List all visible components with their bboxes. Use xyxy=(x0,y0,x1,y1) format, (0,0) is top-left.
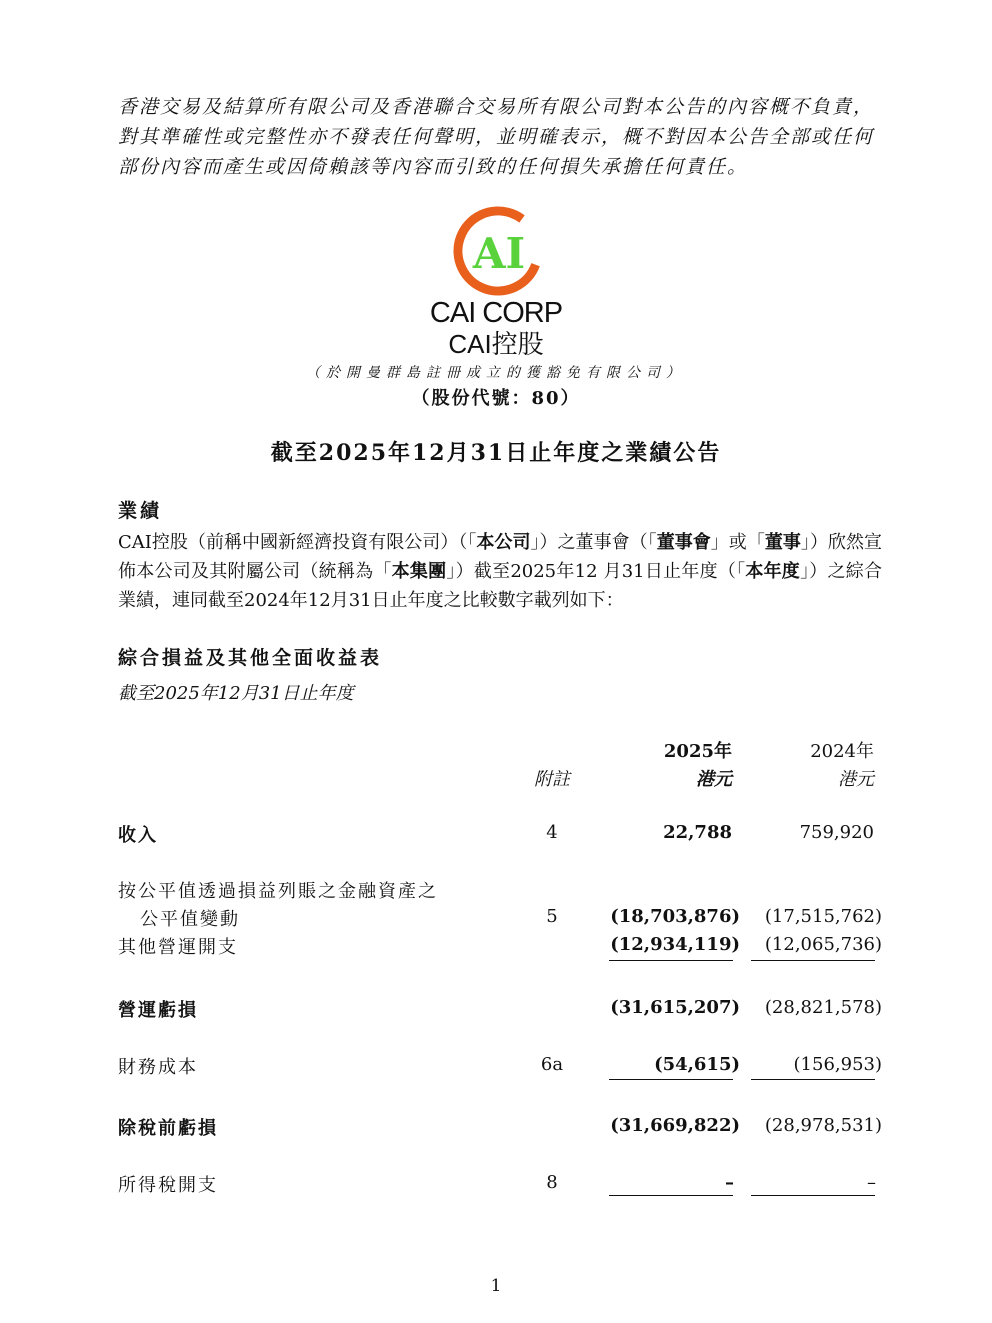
term-board: 董事會 xyxy=(656,532,711,553)
row-value-current: (12,934,119) xyxy=(610,934,740,955)
intro-text: 」或「 xyxy=(710,532,765,553)
intro-text: 」）欣然宣佈本公司及其附屬公司（統稱為「 xyxy=(118,532,883,582)
term-company: 本公司 xyxy=(476,532,531,553)
header-currency-prior: 港元 xyxy=(838,769,874,790)
underline xyxy=(751,960,875,961)
row-label-fv-change-cont: 公平值變動 xyxy=(140,909,240,930)
header-year-current: 2025年 xyxy=(663,741,732,762)
intro-paragraph xyxy=(118,528,882,615)
term-year: 本年度 xyxy=(745,561,801,582)
statement-title: 綜合損益及其他全面收益表 xyxy=(118,647,383,669)
intro-text: 」）之綜合業績，連同截至2024年12月31日止年度之比較數字載列如下： xyxy=(118,561,883,611)
row-value-prior: (28,978,531) xyxy=(764,1115,882,1136)
row-value-prior: 759,920 xyxy=(799,822,874,843)
results-heading: 業績 xyxy=(118,500,163,522)
underline xyxy=(609,1079,733,1080)
row-value-prior: (28,821,578) xyxy=(764,997,882,1018)
row-value-current: 22,788 xyxy=(663,822,732,843)
underline xyxy=(609,960,733,961)
company-name-zh: CAI控股 xyxy=(448,329,544,359)
row-label-revenue: 收入 xyxy=(118,825,158,846)
intro-text: 」）之董事會（「 xyxy=(530,532,657,553)
underline xyxy=(751,1195,875,1196)
row-note: 4 xyxy=(546,822,558,843)
statement-period: 截至2025年12月31日止年度 xyxy=(118,683,354,704)
company-name-en: CAI CORP xyxy=(429,297,563,329)
underline xyxy=(751,1079,875,1080)
logo-letters: AI xyxy=(472,229,526,278)
row-value-current: – xyxy=(725,1172,734,1193)
term-group: 本集團 xyxy=(391,561,447,582)
row-value-current: (31,669,822) xyxy=(610,1115,740,1136)
header-note: 附註 xyxy=(534,769,570,790)
term-directors: 董事 xyxy=(764,532,801,553)
row-value-prior: – xyxy=(867,1172,876,1193)
row-value-current: (18,703,876) xyxy=(610,906,740,927)
row-value-prior: (12,065,736) xyxy=(764,934,882,955)
row-value-current: (54,615) xyxy=(654,1054,740,1075)
row-value-prior: (156,953) xyxy=(793,1054,882,1075)
row-value-current: (31,615,207) xyxy=(610,997,740,1018)
disclaimer: 香港交易及結算所有限公司及香港聯合交易所有限公司對本公告的內容概不負責，對其準確性或完整性亦不發表任何聲明，並明確表示，概不對因本公告全部或任何部份內容而產生或因倚賴該等內容而引致的任何損失承擔任何責任。 xyxy=(118,96,875,178)
row-label-income-tax: 所得稅開支 xyxy=(118,1175,218,1196)
row-note: 6a xyxy=(540,1054,564,1075)
underline xyxy=(609,1195,733,1196)
row-label-loss-before-tax: 除稅前虧損 xyxy=(118,1118,218,1139)
row-note: 8 xyxy=(546,1172,558,1193)
header-currency-current: 港元 xyxy=(696,769,732,790)
stock-code: （股份代號：80） xyxy=(411,388,581,409)
row-label-fv-change: 按公平值透過損益列賬之金融資產之 xyxy=(118,881,438,902)
page-number: 1 xyxy=(490,1276,502,1296)
intro-text: CAI控股（前稱中國新經濟投資有限公司）（「 xyxy=(118,532,477,553)
announcement-title: 截至2025年12月31日止年度之業績公告 xyxy=(270,440,722,466)
header-year-prior: 2024年 xyxy=(810,741,874,762)
row-label-operating-loss: 營運虧損 xyxy=(118,1000,198,1021)
row-label-other-opex: 其他營運開支 xyxy=(118,937,238,958)
intro-text: 」）截至2025年12 月31日止年度（「 xyxy=(446,561,746,582)
row-note: 5 xyxy=(546,906,558,927)
company-logo xyxy=(452,206,544,296)
row-label-finance-costs: 財務成本 xyxy=(118,1057,198,1078)
incorporation-note: （於開曼群島註冊成立的獲豁免有限公司） xyxy=(306,365,686,381)
row-value-prior: (17,515,762) xyxy=(764,906,882,927)
